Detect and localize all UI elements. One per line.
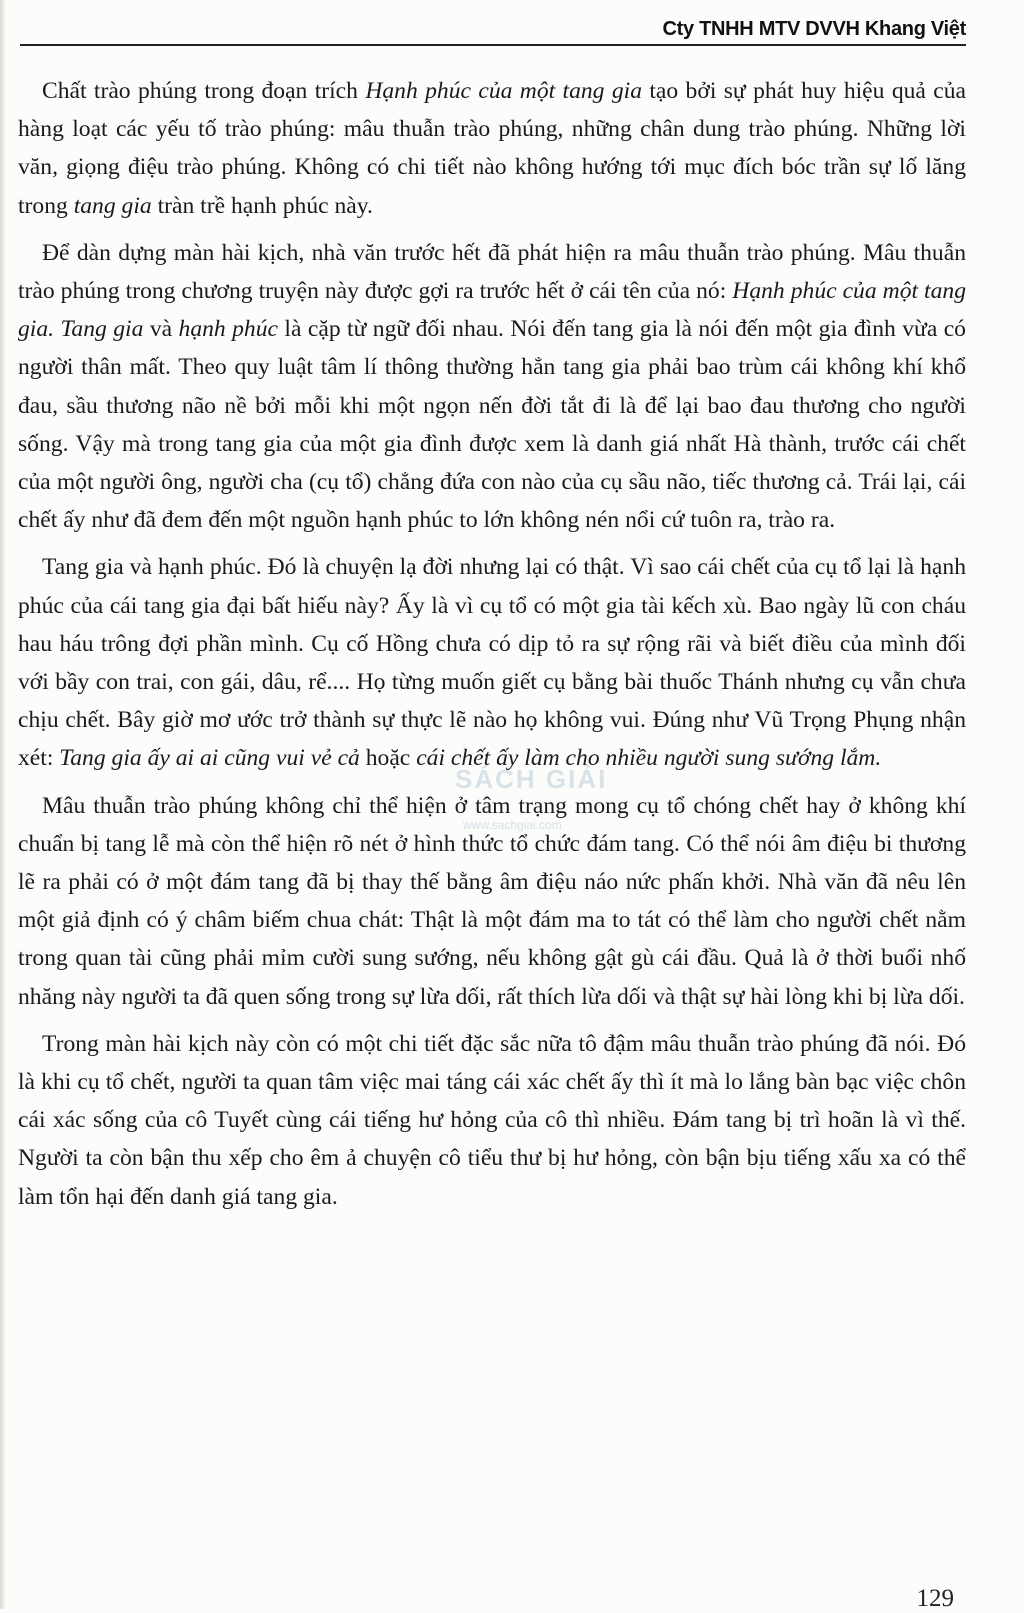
watermark-brand: SÁCH GIẢI	[455, 764, 608, 794]
italic-phrase: Hạnh phúc của một tang gia	[365, 78, 642, 104]
text-run: hoặc	[359, 745, 417, 772]
text-run: Trong màn hài kịch này còn có một chi tiết đặc sắc nữa tô đậm mâu thuẫn trào phúng đã nói. Đó là khi cụ tổ chết, người ta quan tâm việc mai táng cái xác chết ấy thì ít mà lo lắng bàn bạc việc chôn cái xác sống của cô Tuyết cùng cái tiếng hư hỏng của cô thì nhiều. Đám tang bị trì hoãn là vì thế. Người ta còn bận thu xếp cho êm ả chuyện cô tiểu thư bị hư hỏng, còn bận bịu tiếng xấu xa có thể làm tổn hại đến danh giá tang gia.	[18, 1030, 966, 1210]
text-run: Chất trào phúng trong đoạn trích	[42, 78, 366, 104]
text-run: Mâu thuẫn trào phúng không chỉ thể hiện ở tâm trạng mong cụ tổ chóng chết hay ở không khí chuẩn bị tang lễ mà còn thể hiện rõ nét ở hình thức tổ chức đám tang. Có thể nói âm điệu bi thương lẽ ra phải có ở một đám tang đã bị thay thế bằng âm điệu náo nức phấn khởi. Nhà văn đã nêu lên một giả định có ý châm biếm chua chát: Thật là một đám ma to tát có thể làm cho người chết nằm trong quan tài cũng phải mỉm cười sung sướng, nếu không gật gù cái đầu. Quả là ở thời buổi nhố nhăng này người ta đã quen sống trong sự lừa dối, rất thích lừa dối và thật sự hài lòng khi bị lừa dối.	[18, 792, 966, 1010]
text-run: là cặp từ ngữ đối nhau. Nói đến tang gia là nói đến một gia đình vừa có người thân mất. Theo quy luật tâm lí thông thường hẳn tang gia phải bao trùm cái không khí khổ đau, sầu thương não nề bởi mỗi khi một ngọn nến đời tắt đi là để lại bao đau thương cho người sống. Vậy mà trong tang gia của một gia đình được xem là danh giá nhất Hà thành, trước cái chết của một người ông, người cha (cụ tổ) chẳng đứa con nào của cụ sầu não, tiếc thương cả. Trái lại, cái chết ấy như đã đem đến một nguồn hạnh phúc to lớn không nén nổi cứ tuôn ra, trào ra.	[18, 316, 966, 534]
italic-phrase: Hạnh phúc của một tang gia. Tang gia	[18, 278, 966, 343]
text-run: tràn trề hạnh phúc này.	[151, 192, 373, 219]
paragraph	[18, 72, 966, 225]
italic-phrase: hạnh phúc	[178, 316, 278, 343]
publisher-name: Cty TNHH MTV DVVH Khang Việt	[662, 18, 966, 40]
text-run: Để dàn dựng màn hài kịch, nhà văn trước hết đã phát hiện ra mâu thuẫn trào phúng. Mâu thuẫn trào phúng trong chương truyện này được gợi ra trước hết ở cái tên của nó:	[18, 239, 966, 305]
paragraph	[18, 1025, 966, 1216]
text-run: và	[143, 316, 179, 343]
watermark-url: www.sachgiai.com	[463, 818, 562, 832]
italic-phrase: tang gia	[73, 192, 152, 219]
page-number: 129	[916, 1585, 954, 1612]
paragraph	[18, 787, 966, 1016]
text-run: tạo bởi sự phát huy hiệu quả của hàng loạt các yếu tố trào phúng: mâu thuẫn trào phúng, những chân dung trào phúng. Những lời văn, giọng điệu trào phúng. Không có chi tiết nào không hướng tới mục đích bóc trần sự lố lăng trong	[18, 78, 966, 219]
paragraph	[18, 548, 966, 777]
page-binding-edge	[0, 0, 6, 1609]
text-run: Tang gia và hạnh phúc. Đó là chuyện lạ đời nhưng lại có thật. Vì sao cái chết của cụ tổ lại là hạnh phúc của cái tang gia đại bất hiếu này? Ấy là vì cụ tổ có một gia tài kếch xù. Bao ngày lũ con cháu hau háu trông đợi phần mình. Cụ cố Hồng chưa có dịp tỏ ra sự rộng rãi và biết điều của mình đối với bầy con trai, con gái, dâu, rể.... Họ từng muốn giết cụ bằng bài thuốc Thánh nhưng cụ vẫn chưa chịu chết. Bây giờ mơ ước trở thành sự thực lẽ nào họ không vui. Đúng như Vũ Trọng Phụng nhận xét:	[18, 554, 966, 772]
body-text	[18, 72, 966, 1216]
running-header	[20, 14, 966, 46]
italic-phrase: Tang gia ấy ai ai cũng vui vẻ cả	[59, 745, 360, 772]
italic-phrase: cái chết ấy làm cho nhiều người sung sướng lắm.	[416, 745, 882, 772]
paragraph	[18, 234, 966, 540]
